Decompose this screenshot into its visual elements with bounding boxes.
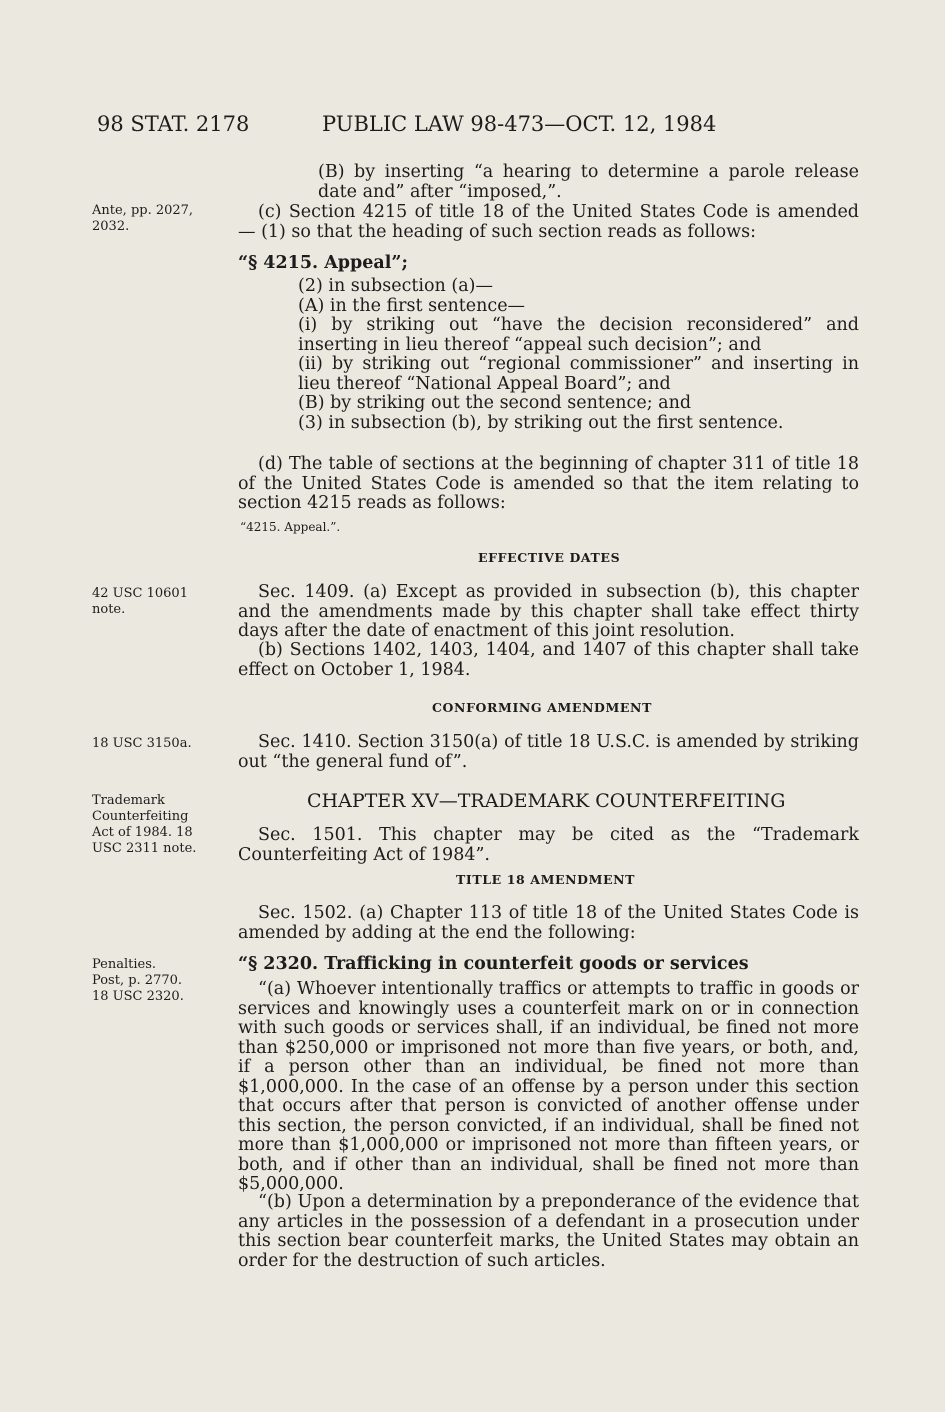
- chapter-xv-title: CHAPTER XV—TRADEMARK COUNTERFEITING: [307, 790, 786, 812]
- section-2320-paragraph-a: “(a) Whoever intentionally traffics or attempts to traffic in goods or services and knowingly uses a counterfeit mark on or in connection with such goods or services shall, if an individual, be fined not more than $250,000 or imprisoned not more than five years, or both, and, if a person other than an individual, be fined not more than $1,000,000. In the case of an offense by a person under this section that occurs after that person is convicted of another offense under this section, the person convicted, if an individual, shall be fined not more than $1,000,000 or imprisoned not more than fifteen years, or both, and if other than an individual, shall be fined not more than $5,000,000.: [238, 979, 859, 1194]
- public-law-header: PUBLIC LAW 98-473—OCT. 12, 1984: [322, 112, 717, 136]
- section-1409b: (b) Sections 1402, 1403, 1404, and 1407 of this chapter shall take effect on October 1, 1984.: [238, 640, 859, 680]
- subsection-c: (c) Section 4215 of title 18 of the United States Code is amended— (1) so that the heading of such section reads as follows:: [238, 202, 859, 242]
- page-number-header: 98 STAT. 2178: [97, 112, 250, 136]
- conforming-amendment-heading: CONFORMING AMENDMENT: [432, 700, 652, 715]
- section-2320-paragraph-b: “(b) Upon a determination by a preponderance of the evidence that any articles in the possession of a defendant in a prosecution under this section bear counterfeit marks, the United States may obtain an order for the destruction of such articles.: [238, 1192, 859, 1271]
- subsection-d: (d) The table of sections at the beginning of chapter 311 of title 18 of the United States Code is amended so that the item relating to section 4215 reads as follows:: [238, 454, 859, 513]
- subsection-a-amendments: (2) in subsection (a)— (A) in the first sentence— (i) by striking out “have the decision reconsidered” and inserting in lieu thereof “appeal such decision”; and (ii) by striking out “regional commissioner” and inserting in lieu thereof “National Appeal Board”; and (B) by striking out the second sentence; and (3) in subsection (b), by striking out the first sentence.: [298, 276, 859, 433]
- table-item-4215: “4215. Appeal.”.: [240, 520, 341, 534]
- margin-note-penalties: Penalties. Post, p. 2770. 18 USC 2320.: [92, 957, 184, 1004]
- section-1501: Sec. 1501. This chapter may be cited as the “Trademark Counterfeiting Act of 1984”.: [238, 825, 859, 865]
- section-1502: Sec. 1502. (a) Chapter 113 of title 18 of the United States Code is amended by adding at the end the following:: [238, 903, 859, 943]
- effective-dates-heading: EFFECTIVE DATES: [478, 550, 621, 565]
- section-4215-heading: “§ 4215. Appeal”;: [238, 253, 408, 273]
- clause-b-parole: (B) by inserting “a hearing to determine a parole release date and” after “imposed,”.: [318, 162, 859, 202]
- margin-note-trademark-act: Trademark Counterfeiting Act of 1984. 18 USC 2311 note.: [92, 793, 197, 856]
- title-18-amendment-heading: TITLE 18 AMENDMENT: [456, 872, 636, 887]
- margin-note-42usc10601: 42 USC 10601 note.: [92, 586, 188, 617]
- section-1409a: Sec. 1409. (a) Except as provided in subsection (b), this chapter and the amendments made by this chapter shall take effect thirty days after the date of enactment of this joint resolution.: [238, 582, 859, 641]
- section-1410: Sec. 1410. Section 3150(a) of title 18 U.S.C. is amended by striking out “the general fund of”.: [238, 732, 859, 772]
- margin-note-18usc3150a: 18 USC 3150a.: [92, 736, 192, 751]
- margin-note-ante: Ante, pp. 2027, 2032.: [92, 203, 194, 234]
- section-2320-heading: “§ 2320. Trafficking in counterfeit goods or services: [238, 954, 749, 974]
